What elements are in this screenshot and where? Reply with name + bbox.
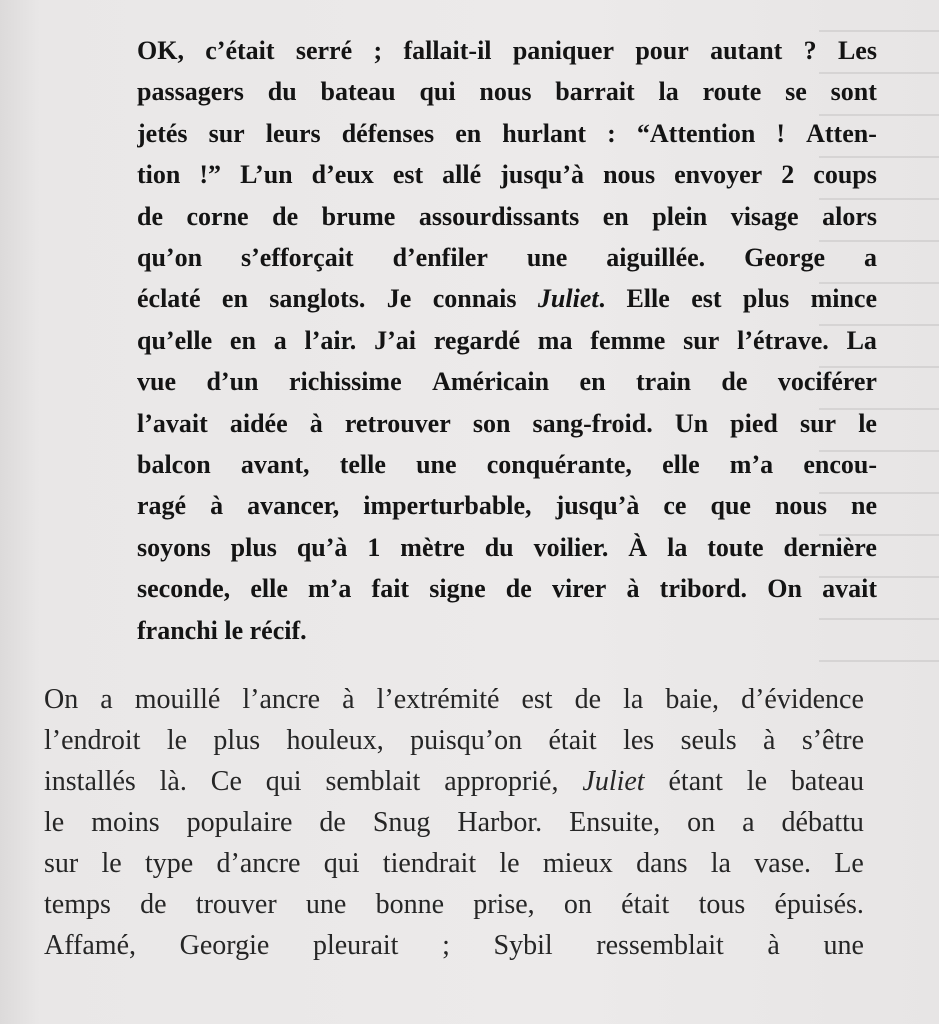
word: plein (652, 201, 708, 231)
word: Affamé, (44, 930, 136, 961)
word: George (744, 243, 825, 273)
word: la (658, 77, 679, 107)
word: pour (635, 36, 689, 65)
word: baie, (665, 684, 720, 715)
text-line (137, 30, 877, 71)
word: a (273, 325, 287, 355)
word: Ensuite, (569, 807, 661, 838)
word: !” (199, 160, 222, 190)
text-line (44, 761, 864, 802)
word: éclaté (137, 284, 201, 314)
word: ne (851, 491, 877, 521)
word: sur (799, 408, 837, 438)
word: l’étrave. (737, 325, 829, 355)
word: là. (159, 766, 187, 797)
word: puisqu’on (410, 725, 523, 756)
word: ma (537, 325, 573, 355)
word: ? (803, 36, 817, 65)
word: nous (774, 491, 827, 521)
word: sanglots. (269, 284, 366, 314)
word: installés (44, 766, 136, 797)
text-line (44, 720, 864, 761)
word: nous (603, 160, 656, 190)
text-line (137, 320, 877, 361)
text-line (137, 237, 877, 278)
text-line (137, 113, 877, 154)
text-line (137, 361, 877, 402)
word: On (44, 684, 79, 715)
text-line (44, 679, 864, 720)
word: a (863, 243, 877, 273)
word: est (392, 160, 424, 190)
word: Le (834, 848, 864, 879)
word: toute (707, 532, 764, 562)
word: d’un (206, 367, 259, 397)
word: les (623, 725, 655, 756)
word: Elle (626, 284, 670, 314)
word: de (137, 201, 163, 231)
text-line: franchi le récif. (137, 615, 307, 645)
word: bateau (320, 77, 396, 107)
word (582, 761, 644, 802)
word: à (626, 574, 640, 604)
word: d’évidence (741, 684, 864, 715)
word: corne (186, 201, 249, 231)
word: qu’on (137, 243, 203, 273)
word: était (548, 725, 597, 756)
word: la (667, 532, 688, 562)
word: vociférer (777, 367, 877, 397)
word: Harbor. (457, 807, 543, 838)
word: en (221, 284, 248, 314)
word: sur (208, 118, 245, 148)
word: paniquer (512, 36, 614, 65)
word: conquérante, (486, 450, 632, 480)
word: ce (663, 491, 687, 521)
word: À (628, 532, 648, 562)
word: jusqu’à (555, 491, 640, 521)
word: jusqu’à (500, 160, 585, 190)
word: qu’à (296, 532, 348, 562)
word: coups (813, 160, 877, 190)
word: s’être (801, 725, 864, 756)
word: semblait (325, 766, 421, 797)
word: voilier. (533, 532, 609, 562)
word: une (305, 889, 347, 920)
word: serré (295, 36, 353, 65)
word: qu’elle (137, 325, 213, 355)
word: on (687, 807, 716, 838)
text-line (44, 843, 864, 884)
word: On (767, 574, 802, 604)
word: une (823, 930, 864, 961)
word: a (742, 807, 755, 838)
word: mouillé (134, 684, 221, 715)
word: on (563, 889, 592, 920)
word: l’ancre (242, 684, 321, 715)
word: de (272, 201, 299, 231)
word: hurlant (502, 118, 587, 148)
word: plus (213, 725, 261, 756)
word: fallait-il (403, 36, 492, 65)
boat-name: Juliet (537, 284, 599, 314)
text-line (44, 884, 864, 925)
word: ragé (137, 491, 187, 521)
word: L’un (240, 160, 293, 190)
indented-quote-paragraph (137, 30, 877, 651)
word: s’efforçait (241, 243, 354, 273)
word: : (607, 118, 616, 148)
word: qui (419, 77, 456, 107)
word: dans (636, 848, 688, 879)
word: elle (250, 574, 288, 604)
word: envoyer (674, 160, 763, 190)
word: tous (698, 889, 746, 920)
word: sont (830, 77, 877, 107)
word: est (521, 684, 553, 715)
word: qui (265, 766, 302, 797)
text-line (44, 925, 864, 966)
word: son (472, 408, 511, 438)
word: la (623, 684, 644, 715)
word: dernière (783, 532, 877, 562)
word: du (267, 77, 297, 107)
word: encou- (803, 450, 877, 480)
word: regardé (433, 325, 520, 355)
word: Juliet. (537, 284, 606, 314)
word: d’eux (311, 160, 374, 190)
word: bonne (375, 889, 444, 920)
word: le (858, 408, 877, 438)
word: aiguillée. (606, 243, 706, 273)
word: seuls (680, 725, 737, 756)
word: OK, (137, 36, 184, 65)
word: de (140, 889, 167, 920)
word: La (846, 325, 877, 355)
word: bateau (790, 766, 864, 797)
word: type (145, 848, 194, 879)
word: est (691, 284, 722, 314)
word: mieux (542, 848, 613, 879)
word: était (621, 889, 670, 920)
word: elle (662, 450, 700, 480)
word: le (101, 848, 122, 879)
text-line (137, 568, 877, 609)
word: étant (668, 766, 723, 797)
text-line (137, 527, 877, 568)
word: à (767, 930, 780, 961)
word: leurs (265, 118, 321, 148)
word: Je (386, 284, 412, 314)
text-line (44, 802, 864, 843)
word: “Attention (636, 118, 756, 148)
word: brume (321, 201, 396, 231)
word: de (505, 574, 532, 604)
word: signe (429, 574, 486, 604)
word: autant (710, 36, 783, 65)
word: approprié, (444, 766, 559, 797)
word: de (721, 367, 748, 397)
word: pied (730, 408, 778, 438)
word: Atten- (806, 118, 877, 148)
text-line (137, 444, 877, 485)
word: épuisés. (774, 889, 864, 920)
word: Ce (210, 766, 242, 797)
word: Américain (432, 367, 550, 397)
word: retrouver (344, 408, 451, 438)
text-line (137, 485, 877, 526)
word: soyons (137, 532, 211, 562)
word: de (574, 684, 602, 715)
word: passagers (137, 77, 244, 107)
word: une (416, 450, 457, 480)
word: Sybil (493, 930, 553, 961)
word: jetés (137, 118, 188, 148)
word: J’ai (374, 325, 417, 355)
word: m’a (308, 574, 352, 604)
text-line (137, 154, 877, 195)
word: plus (742, 284, 790, 314)
word: telle (339, 450, 386, 480)
word: alors (822, 201, 877, 231)
word: richissime (288, 367, 402, 397)
word: ressemblait (596, 930, 724, 961)
word: la (710, 848, 731, 879)
word: l’extrémité (376, 684, 500, 715)
word: barrait (555, 77, 635, 107)
word: prise, (473, 889, 535, 920)
word: ; (442, 930, 450, 961)
text-line (137, 403, 877, 444)
word: 1 (367, 532, 381, 562)
text-line (137, 196, 877, 237)
word: nous (479, 77, 532, 107)
word: en (229, 325, 256, 355)
word: visage (730, 201, 799, 231)
word: a (100, 684, 113, 715)
word: de (319, 807, 346, 838)
word: train (636, 367, 691, 397)
word: l’air. (304, 325, 357, 355)
word: trouver (195, 889, 277, 920)
word: allé (442, 160, 482, 190)
word: l’endroit (44, 725, 141, 756)
word: à (210, 491, 224, 521)
word: le (44, 807, 65, 838)
word: qui (323, 848, 360, 879)
word: temps (44, 889, 111, 920)
word: populaire (186, 807, 293, 838)
word: sur (683, 325, 720, 355)
text-line (137, 278, 877, 319)
word: d’enfiler (392, 243, 488, 273)
word: 2 (781, 160, 795, 190)
word: assourdissants (418, 201, 580, 231)
word: femme (590, 325, 666, 355)
word: mince (810, 284, 877, 314)
word: sur (44, 848, 79, 879)
word: en (602, 201, 629, 231)
word: avait (822, 574, 877, 604)
word: l’avait (137, 408, 208, 438)
word: pleurait (312, 930, 399, 961)
word: Un (674, 408, 709, 438)
word: tion (137, 160, 181, 190)
word: imperturbable, (363, 491, 532, 521)
word: le (499, 848, 520, 879)
body-paragraph (44, 679, 864, 966)
word: balcon (137, 450, 211, 480)
word: virer (551, 574, 607, 604)
word: ! (776, 118, 786, 148)
word: route (702, 77, 762, 107)
word: le (166, 725, 188, 756)
word: plus (230, 532, 277, 562)
word: connais (432, 284, 517, 314)
word: houleux, (286, 725, 384, 756)
word: mètre (400, 532, 465, 562)
word: que (710, 491, 751, 521)
word: débattu (781, 807, 864, 838)
word: avancer, (247, 491, 340, 521)
word: Georgie (179, 930, 270, 961)
word: à (762, 725, 776, 756)
word: Snug (372, 807, 431, 838)
word: du (484, 532, 514, 562)
word: une (526, 243, 568, 273)
word: ; (373, 36, 383, 65)
boat-name: Juliet (582, 766, 645, 797)
word: en (455, 118, 482, 148)
word: avant, (240, 450, 310, 480)
word: moins (91, 807, 160, 838)
word: en (579, 367, 606, 397)
word: tiendrait (382, 848, 477, 879)
word: m’a (729, 450, 774, 480)
word: d’ancre (216, 848, 301, 879)
word: aidée (229, 408, 288, 438)
word: tribord. (659, 574, 748, 604)
word: c’était (205, 36, 275, 65)
word: fait (371, 574, 410, 604)
word: Les (837, 36, 877, 65)
word: vase. (754, 848, 812, 879)
word: à (309, 408, 323, 438)
text-line (137, 71, 877, 112)
word: sang-froid. (532, 408, 653, 438)
word: défenses (341, 118, 435, 148)
word: seconde, (137, 574, 231, 604)
word: vue (137, 367, 176, 397)
word: à (342, 684, 355, 715)
word: le (746, 766, 768, 797)
word: se (785, 77, 807, 107)
